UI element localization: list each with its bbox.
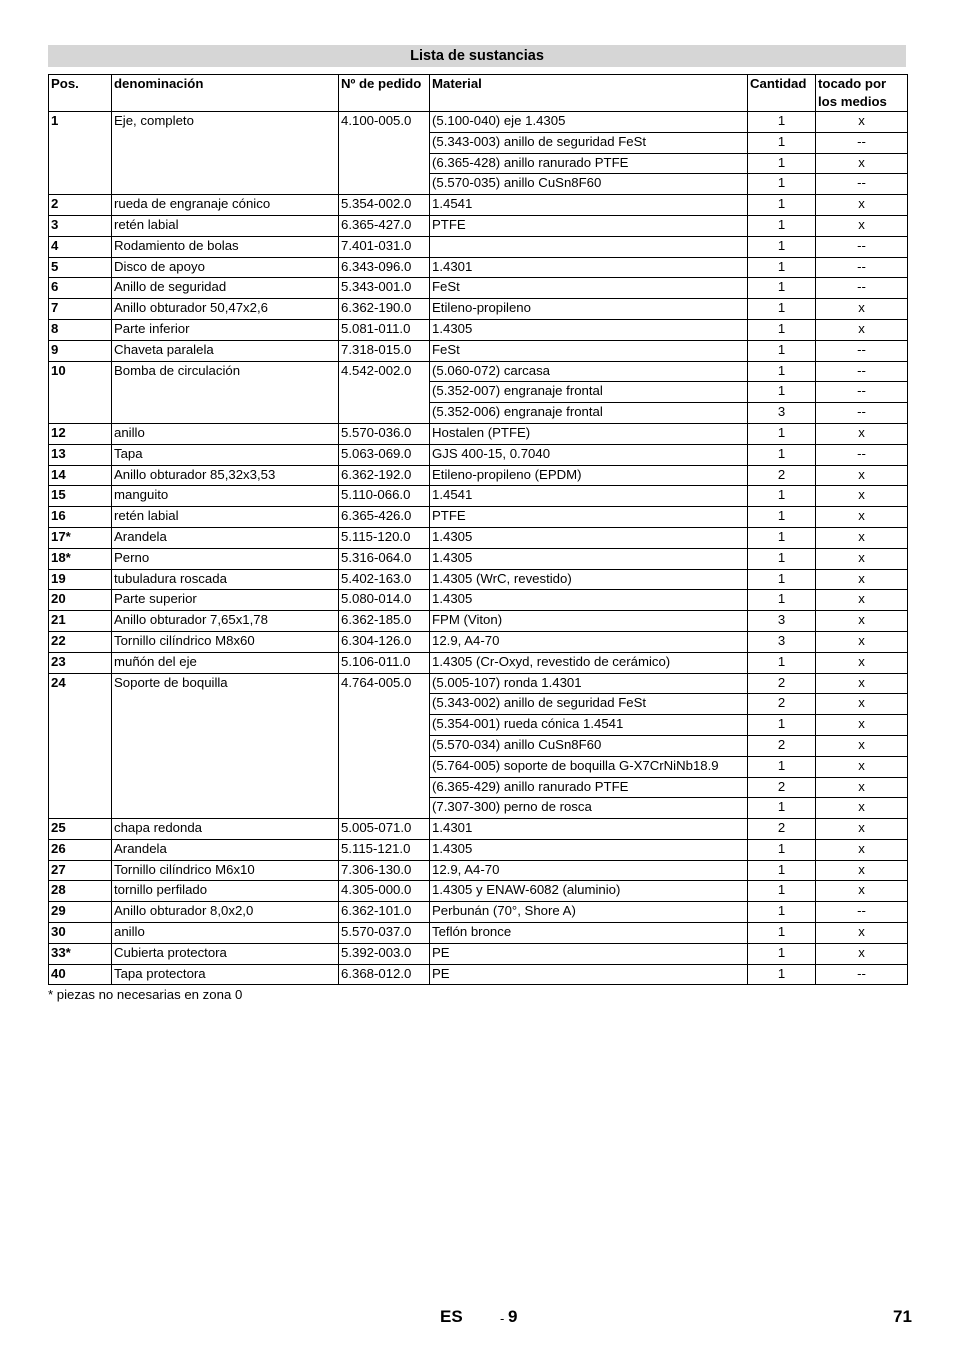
- cell-touched: x: [816, 694, 908, 715]
- cell-name: rueda de engranaje cónico: [112, 195, 339, 216]
- cell-material: 1.4541: [430, 486, 748, 507]
- cell-material: Etileno-propileno: [430, 299, 748, 320]
- header-touched: tocado por los medios: [816, 75, 908, 112]
- cell-qty: 1: [748, 569, 816, 590]
- cell-pos: 22: [49, 631, 112, 652]
- cell-material: (5.570-035) anillo CuSn8F60: [430, 174, 748, 195]
- cell-order: 6.304-126.0: [339, 631, 430, 652]
- cell-qty: 1: [748, 943, 816, 964]
- cell-order: 6.368-012.0: [339, 964, 430, 985]
- cell-order: 5.570-037.0: [339, 923, 430, 944]
- table-row: [49, 673, 908, 694]
- cell-name: chapa redonda: [112, 819, 339, 840]
- cell-qty: 1: [748, 236, 816, 257]
- cell-order: 5.392-003.0: [339, 943, 430, 964]
- table-row: [49, 548, 908, 569]
- cell-touched: x: [816, 777, 908, 798]
- cell-material: (5.005-107) ronda 1.4301: [430, 673, 748, 694]
- cell-material: FeSt: [430, 278, 748, 299]
- cell-pos: 16: [49, 507, 112, 528]
- cell-qty: 3: [748, 611, 816, 632]
- cell-pos: 5: [49, 257, 112, 278]
- cell-order: 5.354-002.0: [339, 195, 430, 216]
- table-row: [49, 112, 908, 133]
- cell-order: 7.318-015.0: [339, 340, 430, 361]
- cell-name: Chaveta paralela: [112, 340, 339, 361]
- cell-material: 1.4305 (WrC, revestido): [430, 569, 748, 590]
- cell-name: manguito: [112, 486, 339, 507]
- cell-name: Tornillo cilíndrico M6x10: [112, 860, 339, 881]
- table-row: [49, 215, 908, 236]
- cell-qty: 1: [748, 590, 816, 611]
- cell-name: Tapa: [112, 444, 339, 465]
- table-row: [49, 839, 908, 860]
- cell-material: (5.354-001) rueda cónica 1.4541: [430, 715, 748, 736]
- footnote: * piezas no necesarias en zona 0: [48, 987, 243, 1002]
- cell-material: 1.4305 y ENAW-6082 (aluminio): [430, 881, 748, 902]
- table-row: [49, 299, 908, 320]
- cell-qty: 1: [748, 340, 816, 361]
- cell-qty: 1: [748, 361, 816, 382]
- cell-touched: x: [816, 611, 908, 632]
- cell-order: 7.401-031.0: [339, 236, 430, 257]
- cell-qty: 1: [748, 132, 816, 153]
- cell-touched: x: [816, 631, 908, 652]
- cell-touched: --: [816, 132, 908, 153]
- cell-name: Parte superior: [112, 590, 339, 611]
- cell-touched: x: [816, 756, 908, 777]
- header-pos: Pos.: [49, 75, 112, 112]
- cell-qty: 2: [748, 673, 816, 694]
- cell-order: 5.063-069.0: [339, 444, 430, 465]
- cell-touched: x: [816, 923, 908, 944]
- cell-order: 6.343-096.0: [339, 257, 430, 278]
- cell-touched: x: [816, 299, 908, 320]
- table-row: [49, 507, 908, 528]
- cell-name: Bomba de circulación: [112, 361, 339, 423]
- cell-qty: 1: [748, 195, 816, 216]
- cell-touched: x: [816, 860, 908, 881]
- cell-qty: 1: [748, 319, 816, 340]
- table-row: [49, 423, 908, 444]
- cell-qty: 1: [748, 902, 816, 923]
- cell-touched: --: [816, 444, 908, 465]
- cell-qty: 3: [748, 403, 816, 424]
- cell-touched: x: [816, 486, 908, 507]
- cell-pos: 33*: [49, 943, 112, 964]
- cell-pos: 12: [49, 423, 112, 444]
- table-row: [49, 631, 908, 652]
- cell-material: (5.570-034) anillo CuSn8F60: [430, 735, 748, 756]
- cell-material: [430, 236, 748, 257]
- cell-material: (5.343-003) anillo de seguridad FeSt: [430, 132, 748, 153]
- table-row: [49, 257, 908, 278]
- cell-pos: 17*: [49, 527, 112, 548]
- cell-order: 5.080-014.0: [339, 590, 430, 611]
- table-row: [49, 943, 908, 964]
- cell-touched: x: [816, 507, 908, 528]
- cell-touched: x: [816, 943, 908, 964]
- cell-material: (5.352-006) engranaje frontal: [430, 403, 748, 424]
- cell-order: 6.365-426.0: [339, 507, 430, 528]
- cell-order: 7.306-130.0: [339, 860, 430, 881]
- cell-touched: --: [816, 964, 908, 985]
- cell-order: 5.343-001.0: [339, 278, 430, 299]
- cell-material: 1.4305: [430, 319, 748, 340]
- table-row: [49, 569, 908, 590]
- cell-name: Cubierta protectora: [112, 943, 339, 964]
- table-row: [49, 340, 908, 361]
- cell-material: Etileno-propileno (EPDM): [430, 465, 748, 486]
- header-qty: Cantidad: [748, 75, 816, 112]
- cell-material: Teflón bronce: [430, 923, 748, 944]
- table-header-row: [49, 75, 908, 112]
- cell-material: FPM (Viton): [430, 611, 748, 632]
- cell-material: 1.4305: [430, 527, 748, 548]
- cell-material: FeSt: [430, 340, 748, 361]
- substances-table: [48, 74, 908, 985]
- cell-touched: x: [816, 590, 908, 611]
- cell-material: 12.9, A4-70: [430, 631, 748, 652]
- cell-name: tubuladura roscada: [112, 569, 339, 590]
- cell-material: 1.4305: [430, 548, 748, 569]
- cell-name: Tornillo cilíndrico M8x60: [112, 631, 339, 652]
- cell-qty: 1: [748, 548, 816, 569]
- cell-qty: 1: [748, 652, 816, 673]
- cell-qty: 1: [748, 382, 816, 403]
- cell-name: muñón del eje: [112, 652, 339, 673]
- footer-dash: -: [500, 1311, 505, 1326]
- cell-qty: 1: [748, 715, 816, 736]
- table-title: Lista de sustancias: [48, 45, 906, 67]
- cell-touched: x: [816, 527, 908, 548]
- cell-material: (5.343-002) anillo de seguridad FeSt: [430, 694, 748, 715]
- cell-material: Perbunán (70°, Shore A): [430, 902, 748, 923]
- cell-qty: 1: [748, 299, 816, 320]
- cell-qty: 1: [748, 486, 816, 507]
- cell-material: 12.9, A4-70: [430, 860, 748, 881]
- cell-name: tornillo perfilado: [112, 881, 339, 902]
- cell-order: 6.362-101.0: [339, 902, 430, 923]
- cell-name: Eje, completo: [112, 112, 339, 195]
- cell-touched: x: [816, 195, 908, 216]
- cell-qty: 1: [748, 423, 816, 444]
- cell-name: Perno: [112, 548, 339, 569]
- cell-name: retén labial: [112, 507, 339, 528]
- cell-pos: 4: [49, 236, 112, 257]
- cell-name: Arandela: [112, 839, 339, 860]
- cell-order: 6.362-185.0: [339, 611, 430, 632]
- cell-touched: x: [816, 465, 908, 486]
- cell-material: (5.060-072) carcasa: [430, 361, 748, 382]
- cell-order: 5.005-071.0: [339, 819, 430, 840]
- cell-material: (6.365-429) anillo ranurado PTFE: [430, 777, 748, 798]
- cell-order: 4.305-000.0: [339, 881, 430, 902]
- table-row: [49, 964, 908, 985]
- table-row: [49, 611, 908, 632]
- table-row: [49, 195, 908, 216]
- cell-touched: x: [816, 673, 908, 694]
- cell-name: Tapa protectora: [112, 964, 339, 985]
- table-row: [49, 881, 908, 902]
- cell-pos: 20: [49, 590, 112, 611]
- cell-pos: 7: [49, 299, 112, 320]
- cell-pos: 10: [49, 361, 112, 423]
- cell-qty: 1: [748, 153, 816, 174]
- table-row: [49, 860, 908, 881]
- cell-pos: 24: [49, 673, 112, 819]
- cell-pos: 40: [49, 964, 112, 985]
- cell-qty: 2: [748, 694, 816, 715]
- table-row: [49, 486, 908, 507]
- cell-touched: --: [816, 278, 908, 299]
- cell-pos: 27: [49, 860, 112, 881]
- cell-touched: --: [816, 361, 908, 382]
- cell-touched: x: [816, 423, 908, 444]
- cell-touched: --: [816, 902, 908, 923]
- cell-pos: 30: [49, 923, 112, 944]
- cell-material: Hostalen (PTFE): [430, 423, 748, 444]
- cell-qty: 1: [748, 215, 816, 236]
- cell-order: 5.081-011.0: [339, 319, 430, 340]
- table-row: [49, 923, 908, 944]
- cell-material: 1.4305 (Cr-Oxyd, revestido de cerámico): [430, 652, 748, 673]
- cell-material: 1.4301: [430, 257, 748, 278]
- header-name: denominación: [112, 75, 339, 112]
- cell-material: (5.764-005) soporte de boquilla G-X7CrNiNb18.9: [430, 756, 748, 777]
- cell-qty: 1: [748, 507, 816, 528]
- cell-touched: --: [816, 257, 908, 278]
- cell-material: PTFE: [430, 507, 748, 528]
- header-material: Material: [430, 75, 748, 112]
- table-row: [49, 236, 908, 257]
- cell-qty: 1: [748, 257, 816, 278]
- cell-touched: x: [816, 569, 908, 590]
- cell-name: Rodamiento de bolas: [112, 236, 339, 257]
- cell-touched: x: [816, 652, 908, 673]
- cell-pos: 26: [49, 839, 112, 860]
- cell-qty: 2: [748, 735, 816, 756]
- cell-qty: 1: [748, 881, 816, 902]
- cell-name: Anillo obturador 50,47x2,6: [112, 299, 339, 320]
- cell-qty: 1: [748, 278, 816, 299]
- cell-order: 6.362-190.0: [339, 299, 430, 320]
- table-row: [49, 465, 908, 486]
- table-row: [49, 902, 908, 923]
- cell-order: 4.100-005.0: [339, 112, 430, 195]
- cell-pos: 2: [49, 195, 112, 216]
- cell-touched: --: [816, 340, 908, 361]
- cell-name: retén labial: [112, 215, 339, 236]
- cell-material: PE: [430, 964, 748, 985]
- cell-pos: 14: [49, 465, 112, 486]
- table-row: [49, 527, 908, 548]
- cell-material: 1.4541: [430, 195, 748, 216]
- cell-touched: x: [816, 839, 908, 860]
- cell-name: Soporte de boquilla: [112, 673, 339, 819]
- cell-qty: 1: [748, 112, 816, 133]
- table-row: [49, 278, 908, 299]
- cell-name: anillo: [112, 423, 339, 444]
- cell-order: 5.316-064.0: [339, 548, 430, 569]
- cell-name: Disco de apoyo: [112, 257, 339, 278]
- cell-qty: 2: [748, 777, 816, 798]
- cell-qty: 1: [748, 444, 816, 465]
- cell-touched: x: [816, 881, 908, 902]
- cell-name: Parte inferior: [112, 319, 339, 340]
- cell-pos: 25: [49, 819, 112, 840]
- cell-order: 5.110-066.0: [339, 486, 430, 507]
- cell-material: PE: [430, 943, 748, 964]
- cell-pos: 29: [49, 902, 112, 923]
- cell-qty: 2: [748, 465, 816, 486]
- cell-touched: x: [816, 735, 908, 756]
- cell-pos: 28: [49, 881, 112, 902]
- cell-pos: 21: [49, 611, 112, 632]
- cell-touched: --: [816, 382, 908, 403]
- footer-page-number: 71: [893, 1307, 912, 1326]
- cell-name: Anillo obturador 7,65x1,78: [112, 611, 339, 632]
- cell-name: Anillo de seguridad: [112, 278, 339, 299]
- cell-qty: 3: [748, 631, 816, 652]
- cell-qty: 1: [748, 174, 816, 195]
- cell-qty: 1: [748, 798, 816, 819]
- cell-touched: x: [816, 319, 908, 340]
- cell-pos: 1: [49, 112, 112, 195]
- cell-pos: 23: [49, 652, 112, 673]
- cell-material: (5.352-007) engranaje frontal: [430, 382, 748, 403]
- table-row: [49, 652, 908, 673]
- cell-pos: 6: [49, 278, 112, 299]
- cell-material: GJS 400-15, 0.7040: [430, 444, 748, 465]
- cell-touched: --: [816, 236, 908, 257]
- cell-touched: x: [816, 819, 908, 840]
- table-row: [49, 819, 908, 840]
- cell-material: PTFE: [430, 215, 748, 236]
- cell-touched: x: [816, 798, 908, 819]
- cell-order: 5.402-163.0: [339, 569, 430, 590]
- footer-sub-page: 9: [508, 1307, 518, 1326]
- cell-name: Anillo obturador 85,32x3,53: [112, 465, 339, 486]
- cell-pos: 8: [49, 319, 112, 340]
- cell-pos: 3: [49, 215, 112, 236]
- cell-qty: 2: [748, 819, 816, 840]
- cell-order: 4.542-002.0: [339, 361, 430, 423]
- cell-material: 1.4305: [430, 839, 748, 860]
- footer-language: ES: [440, 1307, 463, 1326]
- cell-order: 5.106-011.0: [339, 652, 430, 673]
- cell-touched: --: [816, 403, 908, 424]
- table-row: [49, 590, 908, 611]
- cell-order: 4.764-005.0: [339, 673, 430, 819]
- cell-material: (7.307-300) perno de rosca: [430, 798, 748, 819]
- cell-order: 5.115-120.0: [339, 527, 430, 548]
- cell-qty: 1: [748, 923, 816, 944]
- cell-touched: x: [816, 548, 908, 569]
- cell-touched: x: [816, 715, 908, 736]
- cell-qty: 1: [748, 527, 816, 548]
- cell-touched: x: [816, 215, 908, 236]
- cell-touched: --: [816, 174, 908, 195]
- cell-material: (5.100-040) eje 1.4305: [430, 112, 748, 133]
- cell-name: Anillo obturador 8,0x2,0: [112, 902, 339, 923]
- cell-name: anillo: [112, 923, 339, 944]
- cell-order: 5.570-036.0: [339, 423, 430, 444]
- cell-order: 5.115-121.0: [339, 839, 430, 860]
- cell-material: (6.365-428) anillo ranurado PTFE: [430, 153, 748, 174]
- cell-material: 1.4301: [430, 819, 748, 840]
- cell-name: Arandela: [112, 527, 339, 548]
- cell-pos: 19: [49, 569, 112, 590]
- cell-order: 6.365-427.0: [339, 215, 430, 236]
- cell-pos: 9: [49, 340, 112, 361]
- table-row: [49, 361, 908, 382]
- cell-pos: 15: [49, 486, 112, 507]
- cell-touched: x: [816, 112, 908, 133]
- table-row: [49, 319, 908, 340]
- cell-qty: 1: [748, 860, 816, 881]
- table-row: [49, 444, 908, 465]
- cell-pos: 13: [49, 444, 112, 465]
- header-order: Nº de pedido: [339, 75, 430, 112]
- cell-pos: 18*: [49, 548, 112, 569]
- cell-order: 6.362-192.0: [339, 465, 430, 486]
- cell-qty: 1: [748, 839, 816, 860]
- cell-qty: 1: [748, 756, 816, 777]
- cell-touched: x: [816, 153, 908, 174]
- cell-qty: 1: [748, 964, 816, 985]
- cell-material: 1.4305: [430, 590, 748, 611]
